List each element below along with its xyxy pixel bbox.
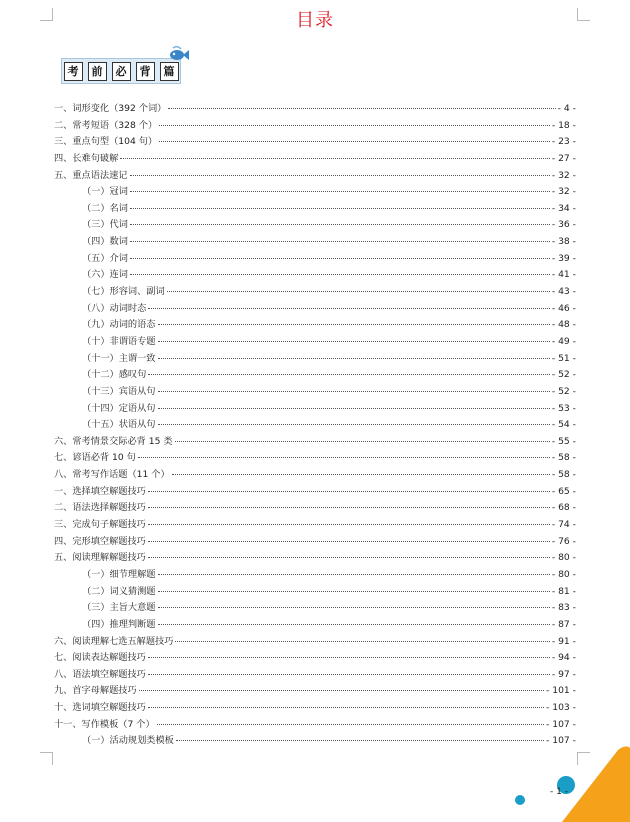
toc-entry[interactable] (54, 550, 576, 567)
toc-entry[interactable] (54, 500, 576, 517)
fish-icon (168, 44, 190, 66)
toc-entry-page: - 80 - (551, 568, 576, 580)
toc-entry-page: - 65 - (551, 485, 576, 497)
toc-entry-label: （九）动词的语态 (82, 319, 156, 331)
toc-dot-leader (172, 473, 550, 475)
toc-entry-page: - 76 - (551, 535, 576, 547)
toc-entry-label: （十三）宾语从句 (82, 385, 156, 397)
toc-dot-leader (158, 357, 550, 359)
toc-entry-label: 一、词形变化（392 个词） (54, 103, 167, 114)
toc-entry[interactable] (54, 567, 576, 584)
toc-entry-page: - 74 - (551, 519, 576, 531)
toc-entry[interactable] (54, 667, 576, 684)
toc-entry-label: （一）细节理解题 (82, 568, 156, 580)
corner-decoration (500, 740, 630, 822)
toc-entry-page: - 32 - (551, 169, 576, 181)
toc-dot-leader (159, 140, 550, 142)
page-title: 目录 (296, 10, 334, 31)
toc-entry-label: 四、完形填空解题技巧 (54, 535, 146, 547)
toc-entry-page: - 53 - (551, 402, 576, 414)
toc-dot-leader (148, 656, 550, 658)
toc-entry[interactable] (54, 434, 576, 451)
toc-dot-leader (148, 307, 550, 309)
toc-entry-label: 十、选词填空解题技巧 (54, 702, 146, 714)
badge-char: 背 (136, 62, 155, 81)
toc-dot-leader (167, 290, 550, 292)
toc-entry-label: （六）连词 (82, 269, 128, 281)
toc-entry-label: 二、常考短语（328 个） (54, 119, 158, 131)
toc-entry-page: - 39 - (551, 252, 576, 264)
toc-entry[interactable] (54, 450, 576, 467)
toc-dot-leader (158, 573, 550, 575)
toc-entry[interactable] (54, 101, 576, 118)
toc-entry-page: - 32 - (551, 186, 576, 198)
toc-entry-page: - 51 - (551, 352, 576, 364)
toc-entry-label: （二）词义猜测题 (82, 585, 156, 597)
toc-entry-page: - 52 - (551, 385, 576, 397)
badge-char: 必 (112, 62, 131, 81)
toc-entry-page: - 23 - (551, 136, 576, 148)
toc-entry-page: - 97 - (551, 668, 576, 680)
toc-dot-leader (148, 673, 550, 675)
toc-entry[interactable] (54, 584, 576, 601)
toc-dot-leader (158, 623, 550, 625)
toc-entry[interactable] (54, 351, 576, 368)
toc-entry[interactable] (54, 201, 576, 218)
toc-entry-page: - 87 - (551, 618, 576, 630)
toc-dot-leader (158, 423, 550, 425)
toc-entry-label: （三）代词 (82, 219, 128, 231)
toc-dot-leader (158, 340, 550, 342)
toc-entry-label: （七）形容词、副词 (82, 286, 165, 298)
toc-entry-page: - 107 - (545, 718, 576, 730)
toc-dot-leader (130, 240, 550, 242)
toc-entry[interactable] (54, 234, 576, 251)
toc-entry[interactable] (54, 634, 576, 651)
toc-entry-label: （一）活动规划类模板 (82, 735, 174, 747)
toc-entry-page: - 80 - (551, 552, 576, 564)
table-of-contents (54, 101, 576, 750)
toc-entry[interactable] (54, 384, 576, 401)
toc-entry[interactable] (54, 401, 576, 418)
toc-dot-leader (158, 390, 550, 392)
toc-entry[interactable] (54, 267, 576, 284)
toc-entry-label: （三）主旨大意题 (82, 602, 156, 614)
toc-entry-page: - 94 - (551, 652, 576, 664)
toc-entry[interactable] (54, 417, 576, 434)
toc-dot-leader (130, 174, 550, 176)
toc-entry-page: - 27 - (551, 152, 576, 164)
toc-entry-label: 七、谚语必背 10 句 (54, 452, 136, 464)
toc-dot-leader (130, 207, 550, 209)
toc-entry[interactable] (54, 184, 576, 201)
toc-entry-page: - 34 - (551, 202, 576, 214)
toc-entry-page: - 58 - (551, 452, 576, 464)
toc-dot-leader (148, 523, 550, 525)
toc-entry[interactable] (54, 168, 576, 185)
toc-entry[interactable] (54, 650, 576, 667)
toc-entry-label: （十）非谓语专题 (82, 335, 156, 347)
toc-entry-page: - 36 - (551, 219, 576, 231)
toc-entry-label: （四）数词 (82, 236, 128, 248)
toc-dot-leader (130, 223, 550, 225)
section-badge (61, 58, 181, 84)
toc-entry-page: - 58 - (551, 469, 576, 481)
toc-entry[interactable] (54, 251, 576, 268)
toc-dot-leader (168, 107, 555, 109)
toc-entry-page: - 4 - (557, 103, 576, 114)
toc-entry-label: （八）动词时态 (82, 302, 147, 314)
toc-entry-page: - 43 - (551, 286, 576, 298)
toc-entry-label: 十一、写作模板（7 个） (54, 718, 155, 730)
toc-entry[interactable] (54, 217, 576, 234)
toc-entry[interactable] (54, 484, 576, 501)
toc-dot-leader (130, 190, 550, 192)
toc-entry-page: - 38 - (551, 236, 576, 248)
toc-entry-label: 三、完成句子解题技巧 (54, 519, 146, 531)
toc-entry-label: 三、重点句型（104 句） (54, 136, 158, 148)
toc-dot-leader (138, 456, 550, 458)
toc-entry-page: - 48 - (551, 319, 576, 331)
toc-dot-leader (139, 689, 544, 691)
toc-entry-label: 八、常考写作话题（11 个） (54, 469, 170, 481)
toc-entry[interactable] (54, 517, 576, 534)
toc-entry[interactable] (54, 317, 576, 334)
toc-entry-label: 五、阅读理解解题技巧 (54, 552, 146, 564)
toc-dot-leader (157, 723, 544, 725)
toc-entry[interactable] (54, 617, 576, 634)
toc-entry[interactable] (54, 733, 576, 750)
toc-dot-leader (158, 407, 550, 409)
badge-char: 考 (64, 62, 83, 81)
toc-entry-label: 二、语法选择解题技巧 (54, 502, 146, 514)
toc-entry[interactable] (54, 334, 576, 351)
toc-entry-page: - 46 - (551, 302, 576, 314)
toc-entry-label: 七、阅读表达解题技巧 (54, 652, 146, 664)
toc-dot-leader (148, 506, 550, 508)
corner-mark-bottom-left (40, 752, 53, 765)
toc-dot-leader (159, 124, 550, 126)
toc-entry-label: 一、选择填空解题技巧 (54, 485, 146, 497)
toc-dot-leader (148, 706, 544, 708)
toc-dot-leader (158, 606, 550, 608)
toc-entry[interactable] (54, 700, 576, 717)
toc-dot-leader (148, 373, 550, 375)
toc-entry-label: 六、阅读理解七选五解题技巧 (54, 635, 174, 647)
toc-entry-label: （十四）定语从句 (82, 402, 156, 414)
toc-entry-label: 六、常考情景交际必背 15 类 (54, 435, 173, 447)
toc-entry-page: - 81 - (551, 585, 576, 597)
toc-entry-label: （十二）感叹句 (82, 369, 147, 381)
badge-char: 篇 (160, 62, 179, 81)
toc-entry-label: （十一）主谓一致 (82, 352, 156, 364)
toc-entry-label: （十五）状语从句 (82, 419, 156, 431)
toc-dot-leader (176, 739, 544, 741)
toc-entry[interactable] (54, 151, 576, 168)
toc-entry[interactable] (54, 534, 576, 551)
toc-entry[interactable] (54, 600, 576, 617)
toc-dot-leader (130, 257, 550, 259)
toc-entry[interactable] (54, 717, 576, 734)
toc-entry[interactable] (54, 284, 576, 301)
toc-dot-leader (158, 323, 550, 325)
toc-entry-label: 八、语法填空解题技巧 (54, 668, 146, 680)
toc-entry[interactable] (54, 467, 576, 484)
toc-dot-leader (148, 556, 550, 558)
toc-dot-leader (148, 490, 550, 492)
badge-char: 前 (88, 62, 107, 81)
page-number: - 1 - (550, 787, 568, 797)
toc-entry-page: - 52 - (551, 369, 576, 381)
toc-entry-label: （四）推理判断题 (82, 618, 156, 630)
toc-entry-label: （二）名词 (82, 202, 128, 214)
toc-entry-label: 九、首字母解题技巧 (54, 685, 137, 697)
toc-entry-page: - 55 - (551, 435, 576, 447)
toc-entry-page: - 41 - (551, 269, 576, 281)
toc-dot-leader (175, 640, 549, 642)
toc-entry-page: - 83 - (551, 602, 576, 614)
toc-entry-label: （五）介词 (82, 252, 128, 264)
toc-dot-leader (175, 440, 550, 442)
toc-entry-page: - 103 - (545, 702, 576, 714)
toc-entry-label: （一）冠词 (82, 186, 128, 198)
toc-entry-page: - 68 - (551, 502, 576, 514)
toc-dot-leader (130, 273, 550, 275)
toc-entry-page: - 54 - (551, 419, 576, 431)
toc-entry[interactable] (54, 134, 576, 151)
toc-dot-leader (120, 157, 550, 159)
toc-entry-label: 五、重点语法速记 (54, 169, 128, 181)
toc-entry-page: - 107 - (545, 735, 576, 747)
toc-entry[interactable] (54, 367, 576, 384)
toc-entry-page: - 18 - (551, 119, 576, 131)
toc-entry-page: - 101 - (545, 685, 576, 697)
toc-entry-page: - 91 - (551, 635, 576, 647)
toc-entry-label: 四、长难句破解 (54, 152, 119, 164)
toc-entry[interactable] (54, 301, 576, 318)
toc-dot-leader (158, 590, 550, 592)
toc-entry-page: - 49 - (551, 335, 576, 347)
toc-dot-leader (148, 540, 550, 542)
toc-entry[interactable] (54, 118, 576, 135)
toc-entry[interactable] (54, 683, 576, 700)
